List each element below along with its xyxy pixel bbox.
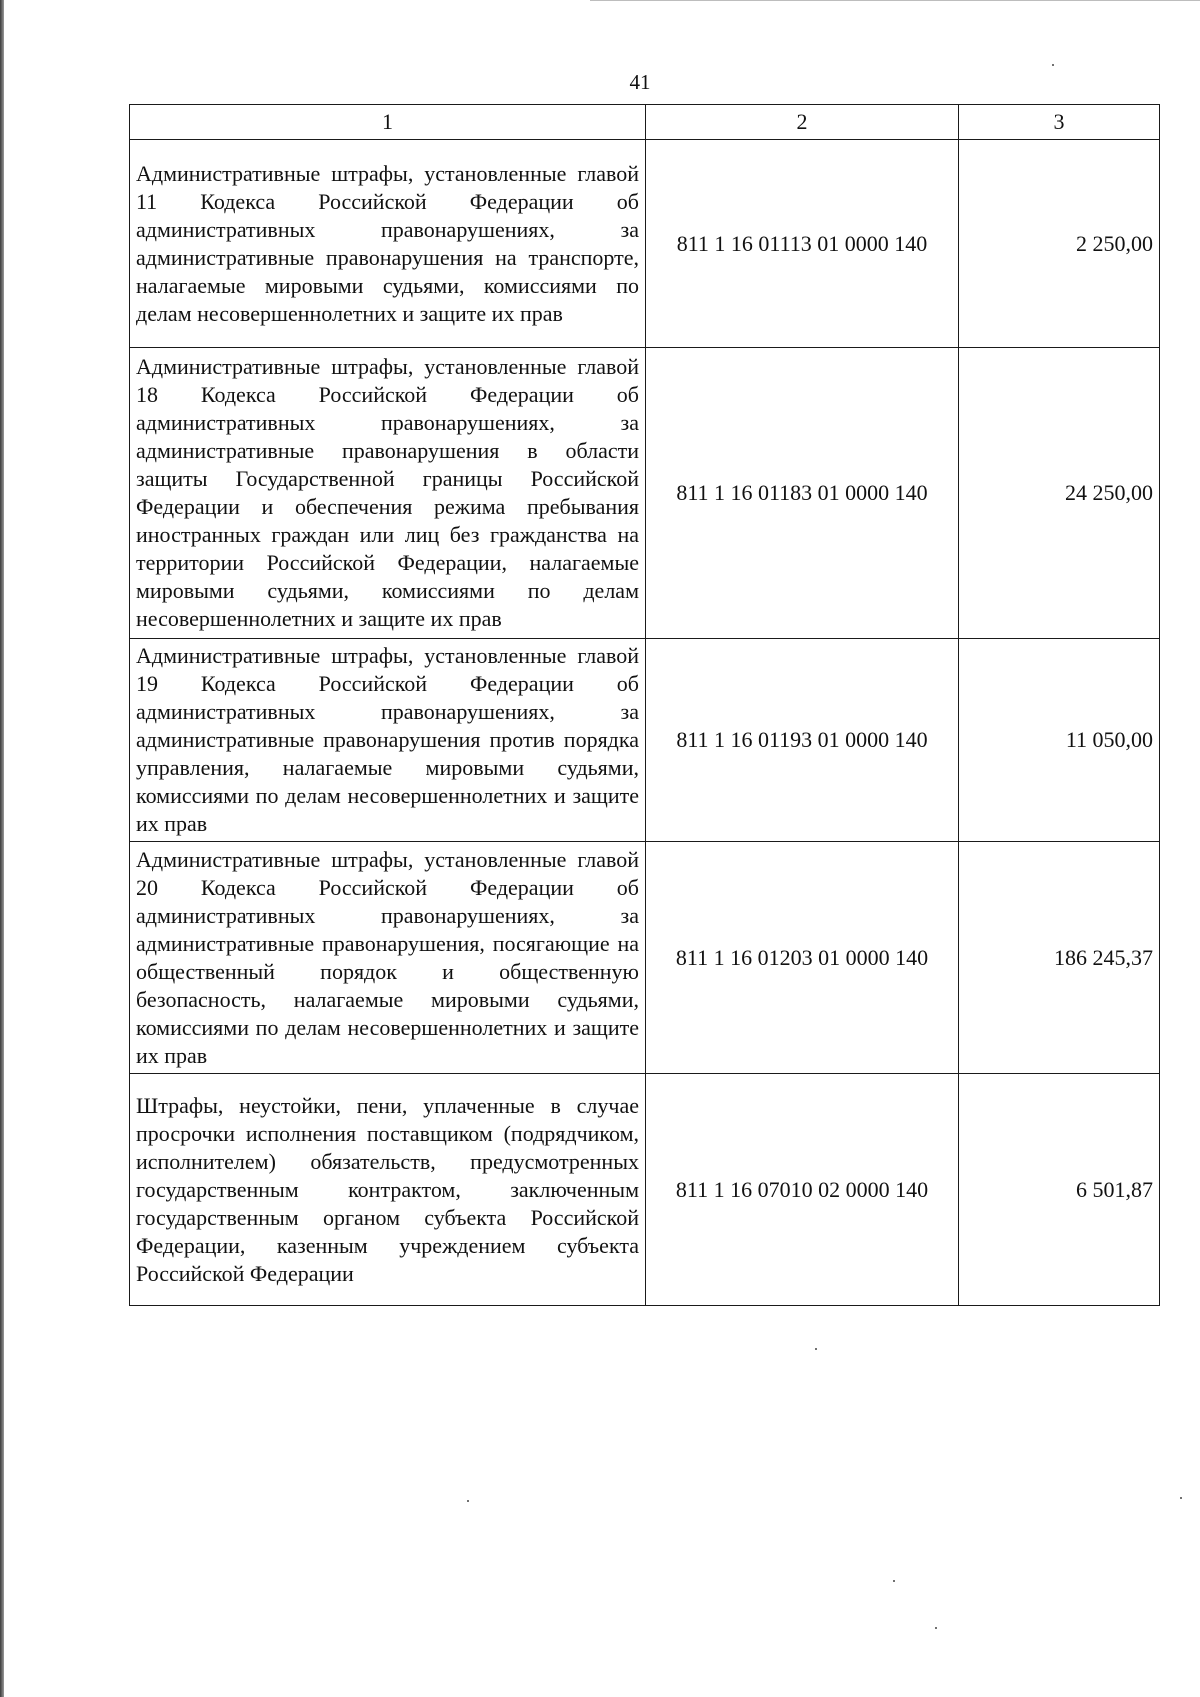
row-budget-code: 811 1 16 07010 02 0000 140 xyxy=(646,1074,959,1306)
header-col-3: 3 xyxy=(959,105,1160,140)
row-amount: 11 050,00 xyxy=(959,639,1160,842)
table-row xyxy=(130,1074,1160,1306)
row-amount: 6 501,87 xyxy=(959,1074,1160,1306)
row-budget-code: 811 1 16 01113 01 0000 140 xyxy=(646,140,959,348)
scan-speck xyxy=(467,1500,469,1502)
row-budget-code: 811 1 16 01193 01 0000 140 xyxy=(646,639,959,842)
table-row xyxy=(130,140,1160,348)
table-header-row xyxy=(130,105,1160,140)
row-budget-code: 811 1 16 01183 01 0000 140 xyxy=(646,348,959,639)
revenue-table xyxy=(129,104,1160,1306)
scan-top-rule xyxy=(590,0,1200,1)
table-row xyxy=(130,842,1160,1074)
row-amount: 24 250,00 xyxy=(959,348,1160,639)
scan-speck xyxy=(815,1348,817,1350)
row-budget-code: 811 1 16 01203 01 0000 140 xyxy=(646,842,959,1074)
row-description: Административные штрафы, установленные главой 19 Кодекса Российской Федерации об административных правонарушениях, за административные правонарушения против порядка управления, налагаемые мировыми судьями, комиссиями по делам несовершеннолетних и защите их прав xyxy=(130,639,646,842)
table-row xyxy=(130,348,1160,639)
row-amount: 2 250,00 xyxy=(959,140,1160,348)
header-col-2: 2 xyxy=(646,105,959,140)
scan-speck xyxy=(1180,1497,1182,1499)
row-description: Административные штрафы, установленные главой 20 Кодекса Российской Федерации об административных правонарушениях, за административные правонарушения, посягающие на общественный порядок и общественную безопасность, налагаемые мировыми судьями, комиссиями по делам несовершеннолетних и защите их прав xyxy=(130,842,646,1074)
scan-speck xyxy=(1052,64,1054,66)
scan-speck xyxy=(893,1580,895,1582)
page-number: 41 xyxy=(629,70,651,94)
scan-edge-shadow xyxy=(0,0,4,1697)
row-description: Штрафы, неустойки, пени, уплаченные в случае просрочки исполнения поставщиком (подрядчиком, исполнителем) обязательств, предусмотренных государственным контрактом, заключенным государственным органом субъекта Российской Федерации, казенным учреждением субъекта Российской Федерации xyxy=(130,1074,646,1306)
table-row xyxy=(130,639,1160,842)
row-amount: 186 245,37 xyxy=(959,842,1160,1074)
header-col-1: 1 xyxy=(130,105,646,140)
scan-speck xyxy=(935,1627,937,1629)
row-description: Административные штрафы, установленные главой 11 Кодекса Российской Федерации об административных правонарушениях, за административные правонарушения на транспорте, налагаемые мировыми судьями, комиссиями по делам несовершеннолетних и защите их прав xyxy=(130,140,646,348)
row-description: Административные штрафы, установленные главой 18 Кодекса Российской Федерации об административных правонарушениях, за административные правонарушения в области защиты Государственной границы Российской Федерации и обеспечения режима пребывания иностранных граждан или лиц без гражданства на территории Российской Федерации, налагаемые мировыми судьями, комиссиями по делам несовершеннолетних и защите их прав xyxy=(130,348,646,639)
